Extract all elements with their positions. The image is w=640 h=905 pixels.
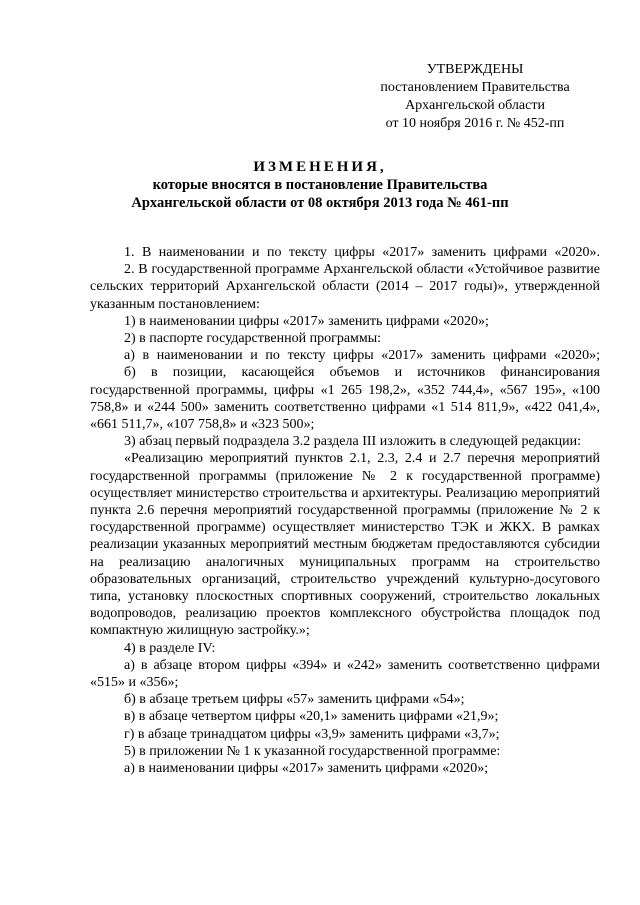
approval-heading: УТВЕРЖДЕНЫ <box>426 62 524 77</box>
paragraph-4: 2) в паспорте государственной программы: <box>124 331 382 347</box>
paragraph-12: в) в абзаце четвертом цифры «20,1» заменить цифрами «21,9»; <box>124 709 499 725</box>
document-body <box>90 244 600 777</box>
approval-stamp <box>360 61 590 133</box>
paragraph-7: 3) абзац первый подраздела 3.2 раздела III изложить в следующей редакции: <box>124 434 581 450</box>
approval-line-2: Архангельской области <box>405 98 545 113</box>
paragraph-14: 5) в приложении № 1 к указанной государственной программе: <box>124 743 501 759</box>
paragraph-5: а) в наименовании и по тексту цифры «2017» заменить цифрами «2020»; <box>124 348 600 364</box>
approval-line-3: от 10 ноября 2016 г. № 452-пп <box>385 116 565 131</box>
paragraph-2: 2. В государственной программе Архангельской области «Устойчивое развитие сельских территорий Архангельской области (2014 – 2017 годы)», утвержденной указанным постановлением: <box>90 262 600 312</box>
paragraph-13: г) в абзаце тринадцатом цифры «3,9» заменить цифрами «3,7»; <box>124 726 500 742</box>
title-subtitle-2: Архангельской области от 08 октября 2013 года № 461-пп <box>131 195 509 211</box>
paragraph-8: «Реализацию мероприятий пунктов 2.1, 2.3, 2.4 и 2.7 перечня мероприятий государственной программы (приложение № 2 к государственной программе) осуществляет министерство строительства и архитектуры. Реализацию мероприятий пункта 2.6 перечня мероприятий государственной программы (приложение № 2 к государственной программе) осуществляет министерство ТЭК и ЖКХ. В рамках реализации указанных мероприятий местным бюджетам предоставляются субсидии на реализацию аналогичных муниципальных программ на строительство образовательных организаций, строительство учреждений культурно-досугового типа, установку плоскостных спортивных сооружений, строительство локальных водопроводов, реализацию проектов комплексного обустройства площадок под компактную жилищную застройку.»; <box>90 451 600 639</box>
title-subtitle-1: которые вносятся в постановление Правительства <box>152 177 488 193</box>
paragraph-15: а) в наименовании цифры «2017» заменить цифрами «2020»; <box>124 761 489 777</box>
document-title <box>80 158 560 212</box>
paragraph-11: б) в абзаце третьем цифры «57» заменить цифрами «54»; <box>124 692 465 708</box>
paragraph-6: б) в позиции, касающейся объемов и источников финансирования государственной программы, цифры «1 265 198,2», «352 744,4», «567 195», «100 758,8» и «244 500» заменить соответственно цифрами «1 514 811,9», «422 041,4», «661 511,7», «107 758,8» и «323 500»; <box>90 365 600 433</box>
paragraph-9: 4) в разделе IV: <box>124 640 216 656</box>
paragraph-3: 1) в наименовании цифры «2017» заменить цифрами «2020»; <box>124 313 489 329</box>
paragraph-1: 1. В наименовании и по тексту цифры «2017» заменить цифрами «2020». <box>124 245 600 260</box>
paragraph-10: а) в абзаце втором цифры «394» и «242» заменить соответственно цифрами «515» и «356»; <box>90 657 600 691</box>
title-main: ИЗМЕНЕНИЯ, <box>253 159 387 175</box>
approval-line-1: постановлением Правительства <box>380 80 570 95</box>
